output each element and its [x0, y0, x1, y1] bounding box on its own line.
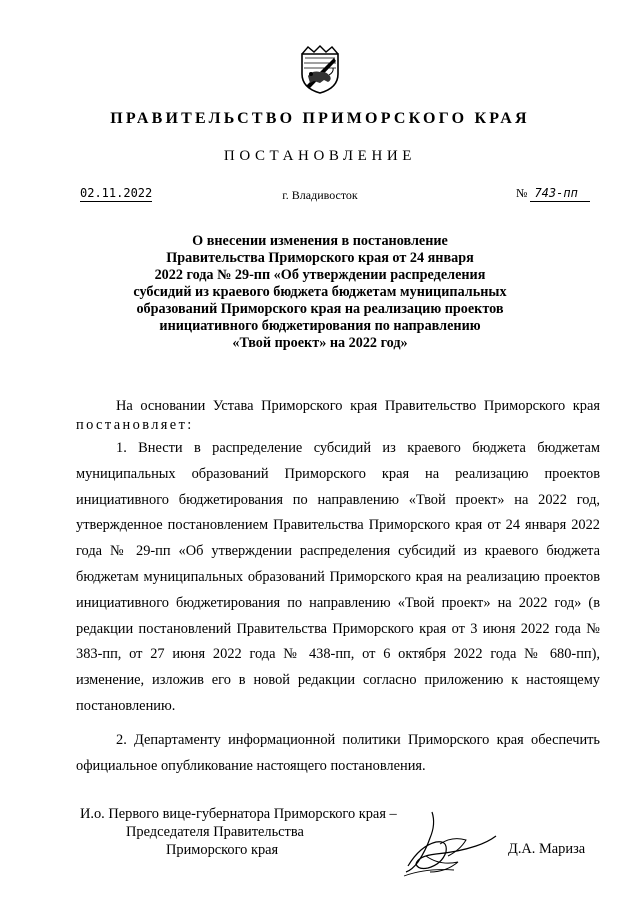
position-line: Председателя Правительства — [126, 824, 304, 840]
document-kind: ПОСТАНОВЛЕНИЕ — [223, 148, 417, 164]
subject-line: инициативного бюджетирования по направлению — [159, 318, 481, 334]
document-date: 02.11.2022 — [80, 186, 153, 200]
item-1-paragraph: 1. Внести в распределение субсидий из краевого бюджета бюджетам муниципальных образований Приморского края на реализацию проектов инициативного бюджетирования по направлению «Твой проект» на 2022 год, утвержденное постановлением Правительства Приморского края от 24 января 2022 года № 29-пп «Об утверждении распределения субсидий из краевого бюджета бюджетам муниципальных образований Приморского края на реализацию проектов инициативного бюджетирования по направлению «Твой проект» на 2022 год» (в редакции постановлений Правительства Приморского края от 3 июня 2022 года № 383-пп, от 27 июня 2022 года № 438-пп, от 6 октября 2022 года № 680-пп), изменение, изложив его в новой редакции согласно приложению к настоящему постановлению. — [76, 440, 600, 714]
document-subject — [100, 233, 540, 352]
signer-name: Д.А. Мариза — [508, 841, 586, 857]
subject-line: Правительства Приморского края от 24 января — [166, 250, 474, 266]
preamble-text: На основании Устава Приморского края Правительство Приморского края — [116, 398, 600, 414]
signatory-position — [80, 805, 397, 859]
resolves-word: постановляет: — [76, 417, 194, 433]
subject-line: «Твой проект» на 2022 год» — [232, 335, 408, 351]
subject-line: образований Приморского края на реализацию проектов — [136, 301, 504, 317]
position-line: И.о. Первого вице-губернатора Приморского края – — [80, 806, 397, 822]
preamble-paragraph — [76, 397, 600, 435]
subject-line: О внесении изменения в постановление — [192, 233, 448, 249]
handwritten-signature — [396, 806, 504, 878]
subject-line: 2022 года № 29-пп «Об утверждении распределения — [154, 267, 486, 283]
document-city: г. Владивосток — [282, 188, 358, 202]
number-value: 743-пп — [530, 186, 589, 202]
number-prefix: № — [516, 186, 528, 200]
coat-of-arms-icon — [296, 44, 344, 94]
subject-line: субсидий из краевого бюджета бюджетам муниципальных — [133, 284, 507, 300]
government-title: ПРАВИТЕЛЬСТВО ПРИМОРСКОГО КРАЯ — [110, 110, 530, 127]
item-2-paragraph: 2. Департаменту информационной политики Приморского края обеспечить официальное опубликование настоящего постановления. — [76, 732, 600, 774]
position-line: Приморского края — [166, 842, 279, 858]
document-number — [516, 186, 590, 201]
